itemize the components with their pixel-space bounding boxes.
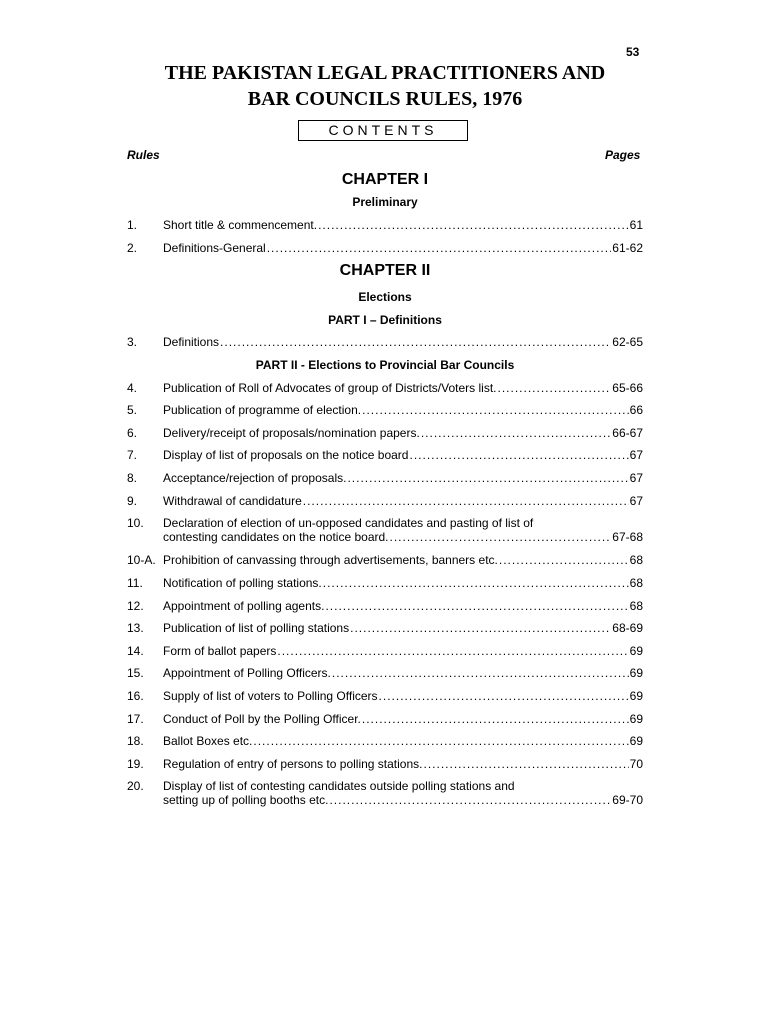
- entry-page: 68: [629, 576, 643, 590]
- entry-page: 69: [629, 644, 643, 658]
- chapter-2-subtitle: Elections: [358, 290, 412, 304]
- entry-page: 61-62: [612, 241, 643, 255]
- chapter-1-subtitle: Preliminary: [352, 195, 418, 209]
- entry-title: Delivery/receipt of proposals/nomination papers.: [163, 426, 420, 440]
- entry-page: 68: [629, 599, 643, 613]
- entry-title: Supply of list of voters to Polling Officers: [163, 689, 378, 703]
- entry-title: Definitions: [163, 335, 220, 349]
- rules-column-label: Rules: [127, 148, 160, 162]
- entry-page: 68-69: [612, 621, 643, 635]
- entry-number: 14.: [127, 644, 144, 658]
- entry-number: 1.: [127, 218, 138, 232]
- entry-number: 6.: [127, 426, 138, 440]
- entry-page: 67-68: [612, 530, 643, 544]
- entry-number: 10-A.: [127, 553, 156, 567]
- chapter-2-heading: CHAPTER II: [339, 262, 431, 279]
- entry-page: 68: [629, 553, 643, 567]
- entry-title: Notification of polling stations.: [163, 576, 322, 590]
- entry-page: 70: [629, 757, 643, 771]
- entry-number: 9.: [127, 494, 138, 508]
- entry-title: Display of list of proposals on the notice board: [163, 448, 409, 462]
- entry-page: 69: [629, 734, 643, 748]
- entry-number: 19.: [127, 757, 144, 771]
- entry-page: 66: [629, 403, 643, 417]
- entry-title: Short title & commencement.: [163, 218, 318, 232]
- entry-number: 4.: [127, 381, 138, 395]
- entry-title: Regulation of entry of persons to polling stations.: [163, 757, 423, 771]
- entry-page: 69: [629, 712, 643, 726]
- entry-title: Definitions-General: [163, 241, 266, 255]
- entry-number: 15.: [127, 666, 144, 680]
- entry-title: Publication of Roll of Advocates of group of Districts/Voters list.: [163, 381, 497, 395]
- part-2-heading: PART II - Elections to Provincial Bar Councils: [255, 358, 515, 372]
- entry-title: Withdrawal of candidature: [163, 494, 302, 508]
- entry-number: 3.: [127, 335, 138, 349]
- entry-title: Appointment of polling agents.: [163, 599, 325, 613]
- entry-number: 17.: [127, 712, 144, 726]
- entry-number: 20.: [127, 779, 144, 793]
- entry-number: 2.: [127, 241, 138, 255]
- title-line-1: THE PAKISTAN LEGAL PRACTITIONERS AND: [164, 62, 606, 84]
- entry-number: 8.: [127, 471, 138, 485]
- entry-page: 61: [629, 218, 643, 232]
- entry-number: 5.: [127, 403, 138, 417]
- entry-number: 18.: [127, 734, 144, 748]
- entry-page: 69: [629, 666, 643, 680]
- entry-title-line-1: Display of list of contesting candidates outside polling stations and: [163, 779, 515, 793]
- entry-number: 16.: [127, 689, 144, 703]
- entry-number: 10.: [127, 516, 144, 530]
- entry-title: Conduct of Poll by the Polling Officer.: [163, 712, 361, 726]
- entry-title: setting up of polling booths etc.: [163, 793, 329, 807]
- entry-page: 69: [629, 689, 643, 703]
- entry-title: Form of ballot papers: [163, 644, 277, 658]
- page-number: 53: [626, 45, 640, 59]
- entry-page: 67: [629, 448, 643, 462]
- entry-number: 13.: [127, 621, 144, 635]
- contents-box: CONTENTS: [298, 120, 468, 141]
- entry-page: 62-65: [612, 335, 643, 349]
- entry-title: Publication of list of polling stations: [163, 621, 350, 635]
- entry-title: Publication of programme of election.: [163, 403, 362, 417]
- entry-page: 67: [629, 471, 643, 485]
- entry-title: Acceptance/rejection of proposals.: [163, 471, 347, 485]
- document-title: [0, 60, 770, 112]
- entry-title: Prohibition of canvassing through advertisements, banners etc.: [163, 553, 498, 567]
- entry-page: 65-66: [612, 381, 643, 395]
- entry-page: 69-70: [612, 793, 643, 807]
- entry-number: 11.: [127, 576, 143, 590]
- entry-number: 7.: [127, 448, 138, 462]
- entry-number: 12.: [127, 599, 144, 613]
- entry-title-line-1: Declaration of election of un-opposed candidates and pasting of list of: [163, 516, 534, 530]
- title-line-2: BAR COUNCILS RULES, 1976: [247, 88, 523, 110]
- pages-column-label: Pages: [605, 148, 641, 162]
- entry-title: Ballot Boxes etc.: [163, 734, 253, 748]
- entry-title: Appointment of Polling Officers.: [163, 666, 331, 680]
- entry-title: contesting candidates on the notice board.: [163, 530, 389, 544]
- entry-page: 67: [629, 494, 643, 508]
- part-1-heading: PART I – Definitions: [328, 313, 442, 327]
- chapter-1-heading: CHAPTER I: [341, 171, 429, 188]
- entry-page: 66-67: [612, 426, 643, 440]
